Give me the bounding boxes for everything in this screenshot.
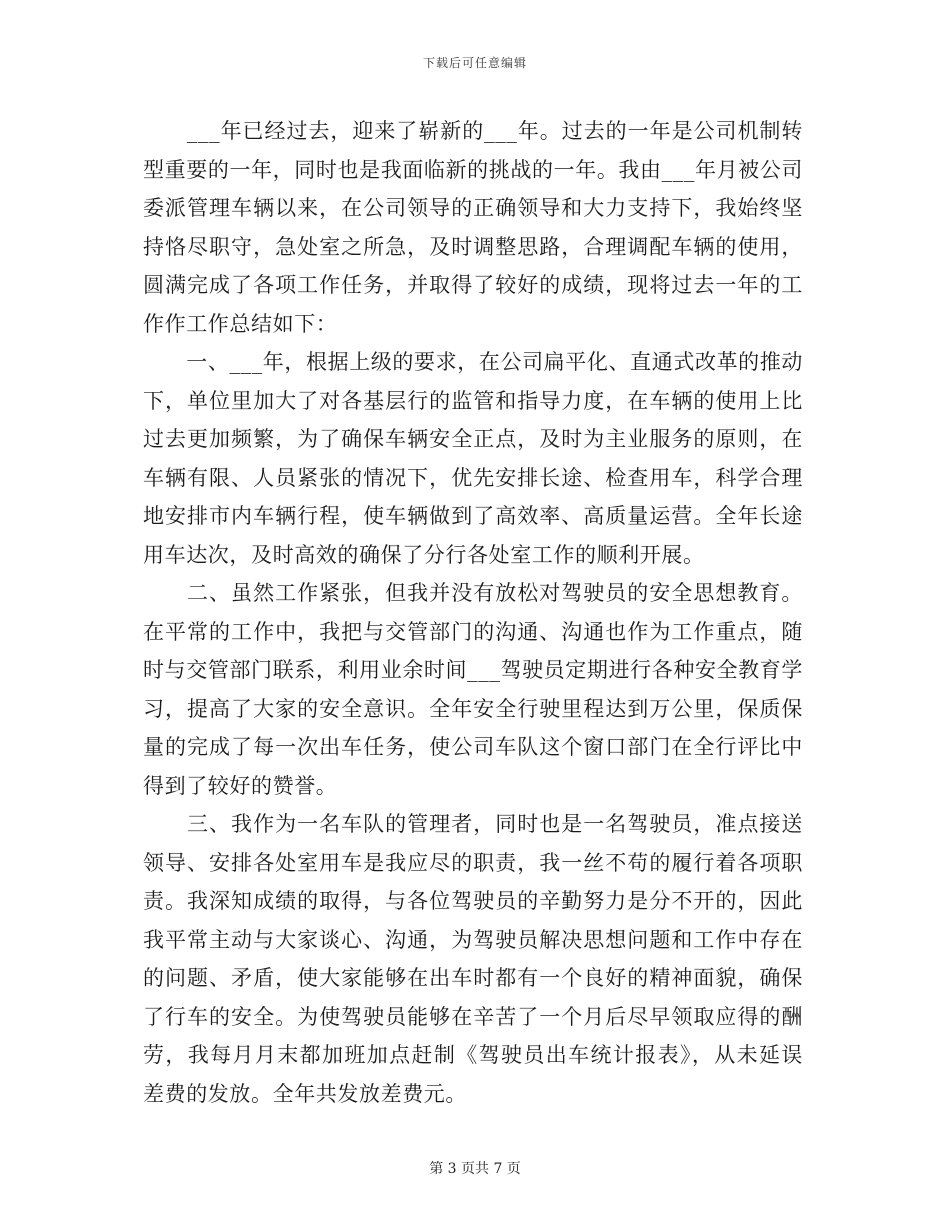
text-line: 下，单位里加大了对各基层行的监管和指导力度，在车辆的使用上比	[143, 388, 803, 413]
text-line: 领导、安排各处室用车是我应尽的职责，我一丝不苟的履行着各项职	[143, 850, 803, 875]
page-header: 下载后可任意编辑	[422, 56, 527, 70]
text-line: 委派管理车辆以来，在公司领导的正确领导和大力支持下，我始终坚	[143, 196, 803, 220]
text-line: 作作工作总结如下：	[143, 311, 338, 336]
paragraph-4	[143, 805, 803, 1113]
text-line: 劳，我每月月末都加班加点赶制《驾驶员出车统计报表》，从未延误	[143, 1043, 803, 1067]
text-line: 用车达次，及时高效的确保了分行各处室工作的顺利开展。	[143, 542, 705, 567]
text-line: 过去更加频繁，为了确保车辆安全正点，及时为主业服务的原则，在	[143, 427, 803, 451]
text-line: 地安排市内车辆行程，使车辆做到了高效率、高质量运营。全年长途	[143, 504, 803, 528]
text-line: 一、___年，根据上级的要求，在公司扁平化、直通式改革的推动	[143, 350, 803, 374]
paragraph-3	[143, 574, 803, 805]
text-line: 时与交管部门联系，利用业余时间___驾驶员定期进行各种安全教育学	[143, 658, 803, 682]
text-line: 持恪尽职守，急处室之所急，及时调整思路，合理调配车辆的使用，	[143, 234, 803, 259]
page-footer: 第 3 页共 7 页	[429, 1161, 521, 1177]
text-line: 的问题、矛盾，使大家能够在出车时都有一个良好的精神面貌，确保	[143, 966, 803, 990]
paragraph-2	[143, 343, 803, 574]
text-line: ___年已经过去，迎来了崭新的___年。过去的一年是公司机制转	[143, 119, 803, 143]
text-line: 二、虽然工作紧张，但我并没有放松对驾驶员的安全思想教育。	[143, 581, 803, 605]
text-line: 车辆有限、人员紧张的情况下，优先安排长途、检查用车，科学合理	[143, 465, 803, 490]
text-line: 量的完成了每一次出车任务，使公司车队这个窗口部门在全行评比中	[143, 735, 803, 759]
text-line: 了行车的安全。为使驾驶员能够在辛苦了一个月后尽早领取应得的酬	[143, 1004, 803, 1029]
text-line: 责。我深知成绩的取得，与各位驾驶员的辛勤努力是分不开的，因此	[143, 889, 803, 913]
text-line: 习，提高了大家的安全意识。全年安全行驶里程达到万公里，保质保	[143, 696, 803, 721]
text-line: 三、我作为一名车队的管理者，同时也是一名驾驶员，准点接送	[143, 812, 803, 836]
text-line: 得到了较好的赞誉。	[143, 773, 338, 798]
text-line: 在平常的工作中，我把与交管部门的沟通、沟通也作为工作重点，随	[143, 619, 803, 644]
text-line: 圆满完成了各项工作任务，并取得了较好的成绩，现将过去一年的工	[143, 273, 803, 297]
document-body	[143, 112, 803, 1113]
paragraph-1	[143, 112, 803, 343]
text-line: 型重要的一年，同时也是我面临新的挑战的一年。我由___年月被公司	[143, 157, 803, 182]
text-line: 我平常主动与大家谈心、沟通，为驾驶员解决思想问题和工作中存在	[143, 927, 803, 952]
text-line: 差费的发放。全年共发放差费元。	[143, 1081, 467, 1106]
